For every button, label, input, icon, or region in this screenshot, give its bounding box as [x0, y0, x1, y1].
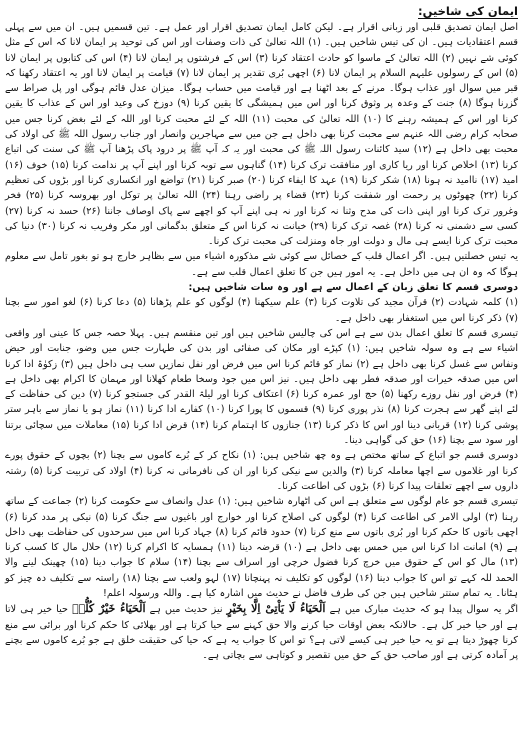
haya-text-before: اگر یہ سوال پیدا ہو کہ حدیث مبارک میں ہے — [329, 604, 519, 616]
haya-text-after: حیا خیر ہی لاتا ہے اور حیا خیر کل ہے۔ حالانکہ بعض اوقات حیا کرنے والا حق کہنے سے حیا کرتا ہے اور بھلائی کا حکم کرنا اور برائی سے منع کرنا چھوڑ دیتا ہے تو یہ حیا خیر ہی کیسے لاتی ہے؟ تو اس کا جواب یہ ہے کہ حیا کی حقیقت خلق ہے جو بُرے کاموں سے بچنے پر آمادہ کرتی ہے اور صاحب حق کے حق میں تقصیر و کوتاہی سے بچاتی ہے۔ — [5, 604, 518, 662]
hadith-quote-1: اَلْحَیَاءُ لَا یَاْتِیْ اِلَّا بِخَیْرٍ — [226, 602, 326, 616]
section-heading: ایمان کی شاخیں: — [418, 4, 518, 18]
intro-paragraph: اصل ایمان تصدیق قلبی اور زبانی اقرار ہے۔ لیکن کامل ایمان تصدیق اقرار اور عمل ہے۔ تین قسمیں ہیں۔ ان میں سے پہلی قسم اعتقادیات ہیں۔ ان کی تیس شاخیں ہیں۔ (۱) اللہ تعالیٰ کی ذات وصفات اور اس کی توحید پر ایمان لانا کہ اس کے مثل کوئی شے نہیں (۲) اللہ تعالیٰ کے ماسوا کو حادث اعتقاد کرنا (۳) اس کے فرشتوں پر ایمان لانا (۴) اس کی کتابوں پر ایمان لانا (۵) اس کے رسولوں علیہم السلام پر ایمان لانا (۶) اچھی بُری تقدیر پر ایمان لانا (۷) قیامت پر ایمان لانا اور یہ اعتقاد رکھنا کہ قبر میں سوال اور عذاب ہوگا۔ مرنے کے بعد اٹھنا ہے اور قیامت میں حساب ہوگا۔ میزان عدل قائم ہوگی اور پل صراط سے گزرنا ہوگا (۸) جنت کے وعدہ پر وثوق کرنا اور اس میں ہمیشگی کا یقین کرنا (۹) دوزخ کی وعید اور اس کے عذاب کا یقین کرنا اور اس کے ہمیشہ رہنے کا (۱۰) اللہ تعالیٰ کی محبت (۱۱) اللہ کے لئے محبت کرنا اور اللہ کے لئے بغض کرنا جس میں صحابہ کرام رضی اللہ عنہم سے محبت کرنا بھی داخل ہے جن میں سے مہاجرین وانصار اور جناب رسول اللہ ﷺ کی اولاد کی محبت بھی داخل ہے (۱۲) سید کائنات رسول اللہ ﷺ کی محبت اور یہ کہ آپ ﷺ پر درود پاک پڑھنا آپ ﷺ کی سنت کی اتباع کرنا (۱۳) اخلاص کرنا اور ریا کاری اور منافقت ترک کرنا (۱۴) گناہوں سے توبہ کرنا اور اپنے آپ پر ندامت کرنا (۱۵) خوف (۱۶) امید (۱۷) ناامید نہ ہونا (۱۸) شکر کرنا (۱۹) عہد کا ایفاء کرنا (۲۰) صبر کرنا (۲۱) تواضع اور انکساری کرنا اور بڑوں کی تعظیم کرنا (۲۲) چھوٹوں پر رحمت اور شفقت کرنا (۲۳) قضاء پر راضی رہنا (۲۴) اللہ تعالیٰ پر توکل اور بھروسہ کرنا (۲۵) فخر وغرور ترک کرنا اور اپنی ذات کی مدح وثنا نہ کرنا اور نہ ہی اپنے آپ کو اچھے سے پاک اوصاف جاننا (۲۶) حسد نہ کرنا (۲۷) کسی سے دشمنی نہ کرنا (۲۸) غصہ ترک کرنا (۲۹) خیانت نہ کرنا اس کے متعلق بدگمانی اور مکر وفریب نہ کرنا (۳۰) دنیا کی محبت ترک کرنا ایسے ہی مال و دولت اور جاہ ومنزلت کی محبت ترک کرنا۔ — [5, 22, 519, 248]
haya-text-mid: نیز حدیث میں ہے — [149, 604, 223, 616]
public-branches-paragraph: تیسری قسم جو عام لوگوں سے متعلق ہے اس کی اٹھارہ شاخیں ہیں: (۱) عدل وانصاف سے حکومت کرنا (۲) جماعت کے ساتھ رہنا (۳) اولی الامر کی اطاعت کرنا (۴) لوگوں کی اصلاح کرنا اور خوارج اور باغیوں سے جنگ کرنا (۵) نیکی پر مدد کرنا (۶) اچھی باتوں کا حکم کرنا اور بُری باتوں سے منع کرنا (۷) حدود قائم کرنا (۸) جہاد کرنا اس میں سرحدوں کی حفاظت بھی داخل ہے (۹) امانت ادا کرنا اس میں خمس بھی داخل ہے (۱۰) قرضہ دینا (۱۱) ہمسایہ کا اکرام کرنا (۱۲) حلال مال کا کسب کرنا (۱۳) مال کو اس کے حقوق میں خرچ کرنا فضول خرچی اور اسراف سے بچنا (۱۴) سلام کا جواب دینا (۱۵) چھینک لینے والا الحمد للہ کہے تو اس کا جواب دینا (۱۶) لوگوں کو تکلیف نہ پہنچانا (۱۷) لہو ولعب سے بچنا (۱۸) راستہ سے تکلیف دہ چیز کو ہٹانا۔ یہ تمام ستتر شاخیں ہیں جن کی طرف فاضل نے حدیث میں اشارہ کیا ہے۔ واللہ ورسولہ اعلم! — [5, 496, 519, 599]
hadith-quote-2: اَلْحَیَاءُ خَیْرٌ کُلُّہٗ — [72, 602, 146, 616]
followers-branches-paragraph: دوسری قسم جو اتباع کے ساتھ مختص ہے وہ چھ شاخیں ہیں: (۱) نکاح کر کے بُرے کاموں سے بچنا (۲) بچوں کے حقوق پورے کرنا اور غلاموں سے اچھا معاملہ کرنا (۳) والدین سے نیکی کرنا اور ان کی نافرمانی نہ کرنا (۴) اولاد کی تربیت کرنا (۵) رشتہ داروں سے اچھے تعلقات پیدا کرنا (۶) بڑوں کی اطاعت کرنا۔ — [5, 450, 518, 492]
haya-paragraph — [5, 601, 518, 663]
second-paragraph: یہ تیس خصلتیں ہیں۔ اگر اعمال قلب کے خصائل سے کوئی شے مذکورہ اشیاء میں سے بظاہر خارج ہو تو بغور تامل سے معلوم ہوگا کہ وہ ان ہی میں داخل ہے۔ یہ امور ہیں جن کا تعلق اعمال قلب سے ہے۔ — [5, 251, 518, 278]
body-branches-paragraph: تیسری قسم کا تعلق اعمال بدن سے ہے اس کی چالیس شاخیں ہیں اور تین منقسم ہیں۔ پہلا حصہ جس کا عینی اور واقعی اشیاء سے ہے وہ سولہ شاخیں ہیں: (۱) کپڑے اور مکان کی صفائی اور بدن کی طہارت جس میں وضو، جنابت اور حیض ونفاس سے غسل کرنا بھی داخل ہے (۲) نماز کو قائم کرنا اس میں فرض اور نفل نمازیں سب ہی داخل ہیں (۳) زکوٰۃ ادا کرنا اس میں صدقہ خیرات اور صدقہ فطر بھی داخل ہیں۔ نیز اس میں جود وسخا طعام کھلانا اور مہمان کا اکرام بھی داخل ہے (۴) فرض اور نفل روزے رکھنا (۵) حج اور عمرہ کرنا (۶) اعتکاف کرنا اور لیلۃ القدر کی جستجو کرنا (۷) دین کی حفاظت کے لئے اپنے گھر سے ہجرت کرنا (۸) نذر پوری کرنا (۹) قسموں کا پورا کرنا (۱۰) کفارے ادا کرنا (۱۱) نماز ہو یا نماز سے باہر ستر پوشی کرنا (۱۲) قربانی دینا اور اس کا ذکر کرنا (۱۳) جنازوں کا اہتمام کرنا (۱۴) قرض ادا کرنا (۱۵) معاملات میں سچائی برتنا اور سود سے بچنا (۱۶) حق کی گواہی دینا۔ — [5, 327, 519, 447]
subheading-tongue: دوسری قسم کا تعلق زبان کے اعمال سے ہے اور وہ سات شاخیں ہیں: — [188, 282, 518, 294]
tongue-branches-paragraph: (۱) کلمہ شہادت (۲) قرآن مجید کی تلاوت کرنا (۳) علم سیکھنا (۴) لوگوں کو علم پڑھانا (۵) دعا کرنا (۶) لغو امور سے بچنا (۷) ذکر کرنا اس میں استغفار بھی داخل ہے۔ — [5, 297, 518, 324]
